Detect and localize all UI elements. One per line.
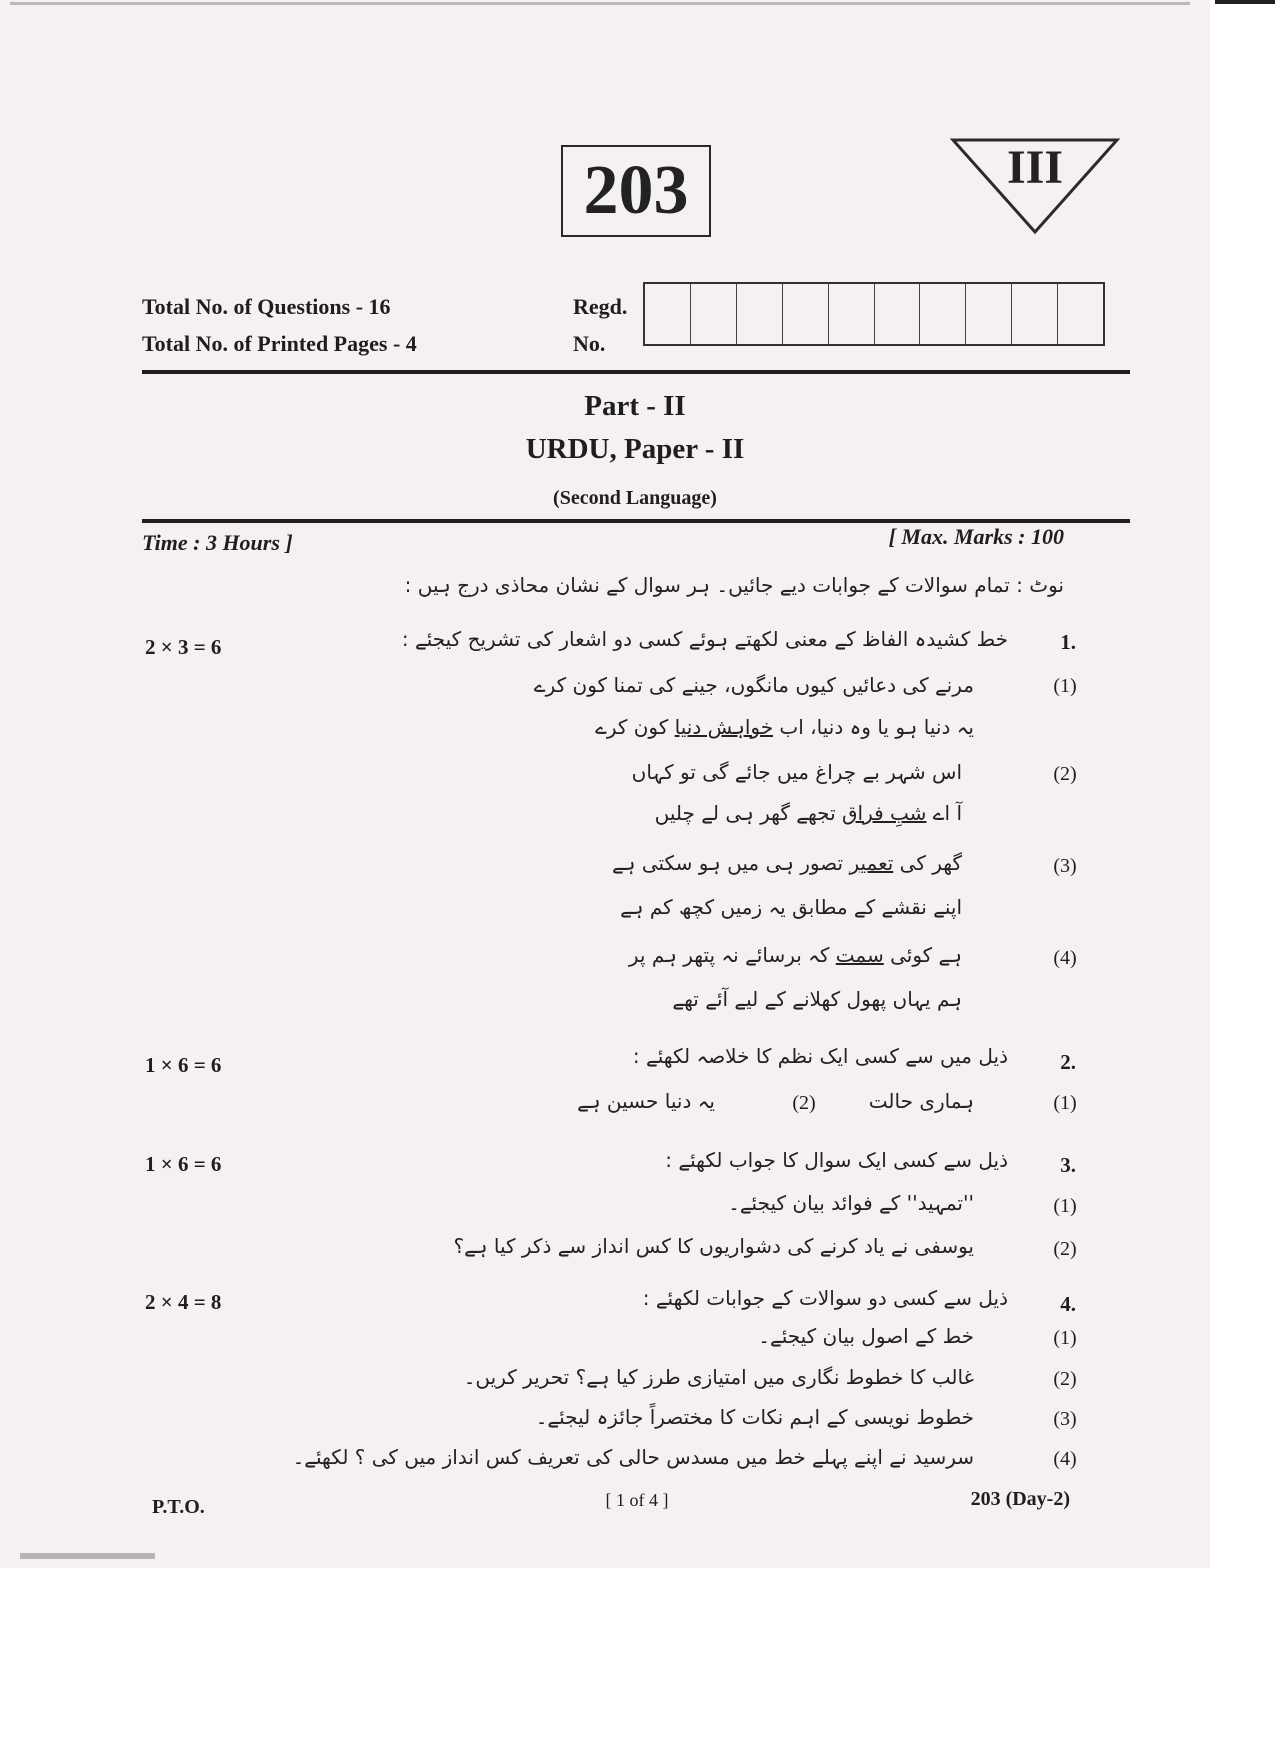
question-3-number: 3. [1060,1153,1076,1177]
couplet-4-line1-post: کہ برسائے نہ پتھر ہم پر [628,943,836,967]
language-subtitle: (Second Language) [553,487,717,509]
q4-item-2: غالب کا خطوط نگاری میں امتیازی طرز کیا ہے؟ تحریر کریں۔ [463,1365,974,1389]
regd-digit-cell[interactable] [920,284,966,344]
question-4-number: 4. [1060,1292,1076,1316]
question-1-number: 1. [1060,630,1076,654]
regd-digit-cell[interactable] [645,284,691,344]
couplet-2-line1: اس شہر بے چراغ میں جائے گی تو کہاں [631,760,962,784]
couplet-3-number: (3) [1053,855,1077,877]
couplet-1-number: (1) [1053,675,1077,697]
part-title: Part - II [584,390,686,422]
paper-code-box: 203 [561,145,711,237]
total-pages: Total No. of Printed Pages - 4 [142,331,417,356]
please-turn-over: P.T.O. [152,1496,205,1518]
subject-title: URDU, Paper - II [525,433,745,465]
couplet-4-line1 [629,943,962,967]
couplet-4-number: (4) [1053,947,1077,969]
couplet-3-line2: اپنے نقشے کے مطابق یہ زمیں کچھ کم ہے [620,895,962,919]
time-allowed: Time : 3 Hours ] [142,530,293,555]
regd-label-line1: Regd. [573,294,628,319]
scan-top-line [10,2,1190,5]
q4-item-3-number: (3) [1053,1408,1077,1430]
question-3-marks: 1 × 6 = 6 [145,1152,222,1176]
couplet-1-line2 [595,715,974,739]
q4-item-4: سرسید نے اپنے پہلے خط میں مسدس حالی کی تعریف کس انداز میں کی ؟ لکھئے۔ [292,1445,974,1469]
question-4-text: ذیل سے کسی دو سوالات کے جوابات لکھئے : [642,1286,1008,1310]
q4-item-4-number: (4) [1053,1448,1077,1470]
couplet-2-line2-pre: آ اے [926,801,962,825]
q3-item-2-number: (2) [1053,1238,1077,1260]
couplet-4-underlined: سمت [835,943,884,967]
q3-item-1-number: (1) [1053,1195,1077,1217]
q2-option-2: یہ دنیا حسین ہے [577,1089,715,1113]
max-marks: [ Max. Marks : 100 [888,524,1064,549]
regd-digit-cell[interactable] [737,284,783,344]
page-number: [ 1 of 4 ] [605,1490,669,1510]
couplet-3-line1-pre: گھر کی [893,851,962,875]
couplet-3-underlined: تعمیر [849,851,894,875]
couplet-4-line1-pre: ہے کوئی [883,943,962,967]
question-1-text: خط کشیدہ الفاظ کے معنی لکھتے ہوئے کسی دو اشعار کی تشریح کیجئے : [401,627,1008,651]
regd-digit-cell[interactable] [875,284,921,344]
couplet-4-line2: ہم یہاں پھول کھلانے کے لیے آئے تھے [672,987,962,1011]
q2-option-2-number: (2) [792,1092,816,1114]
q4-item-1: خط کے اصول بیان کیجئے۔ [758,1324,974,1348]
q4-item-3: خطوط نویسی کے اہم نکات کا مختصراً جائزہ لیجئے۔ [535,1405,974,1429]
regd-digit-cell[interactable] [691,284,737,344]
divider-top [142,370,1130,374]
q3-item-1: ''تمہید'' کے فوائد بیان کیجئے۔ [728,1191,974,1215]
set-number: III [1006,141,1064,194]
regd-number-boxes[interactable] [643,282,1105,346]
couplet-2-line2-post: تجھے گھر ہی لے چلیں [654,801,843,825]
paper-meta [142,288,417,362]
regd-digit-cell[interactable] [829,284,875,344]
couplet-1-line2-post: کون کرے [595,715,675,739]
question-2-number: 2. [1060,1050,1076,1074]
scan-bottom-smudge [20,1553,155,1559]
q4-item-1-number: (1) [1053,1327,1077,1349]
question-2-text: ذیل میں سے کسی ایک نظم کا خلاصہ لکھئے : [632,1044,1008,1068]
regd-digit-cell[interactable] [966,284,1012,344]
question-3-text: ذیل سے کسی ایک سوال کا جواب لکھئے : [665,1148,1008,1172]
question-2-marks: 1 × 6 = 6 [145,1053,222,1077]
couplet-3-line1 [612,851,962,875]
couplet-1-underlined: خواہش دنیا [674,715,774,739]
q3-item-2: یوسفی نے یاد کرنے کی دشواریوں کا کس انداز سے ذکر کیا ہے؟ [453,1234,974,1258]
regd-digit-cell[interactable] [783,284,829,344]
q2-option-1-number: (1) [1053,1092,1077,1114]
regd-label-line2: No. [573,331,606,356]
couplet-1-line2-pre: یہ دنیا ہو یا وہ دنیا، اب [773,715,974,739]
scan-edge-mark [1215,0,1275,4]
couplet-2-number: (2) [1053,763,1077,785]
couplet-1-line1: مرنے کی دعائیں کیوں مانگوں، جینے کی تمنا کون کرے [533,673,974,697]
q2-option-1: ہماری حالت [868,1089,974,1113]
couplet-3-line1-post: تصور ہی میں ہو سکتی ہے [612,851,850,875]
footer-paper-code: 203 (Day-2) [970,1488,1070,1510]
question-1-marks: 2 × 3 = 6 [145,635,222,659]
regd-digit-cell[interactable] [1012,284,1058,344]
divider-bottom [142,519,1130,523]
total-questions: Total No. of Questions - 16 [142,294,391,319]
couplet-2-line2 [655,801,962,825]
couplet-2-underlined: شبِ فراق [842,801,927,825]
question-4-marks: 2 × 4 = 8 [145,1290,222,1314]
regd-label [573,288,627,362]
instructions-note: نوٹ : تمام سوالات کے جوابات دیے جائیں۔ ہر سوال کے نشان محاذی درج ہیں : [404,573,1064,597]
q4-item-2-number: (2) [1053,1368,1077,1390]
regd-digit-cell[interactable] [1058,284,1103,344]
